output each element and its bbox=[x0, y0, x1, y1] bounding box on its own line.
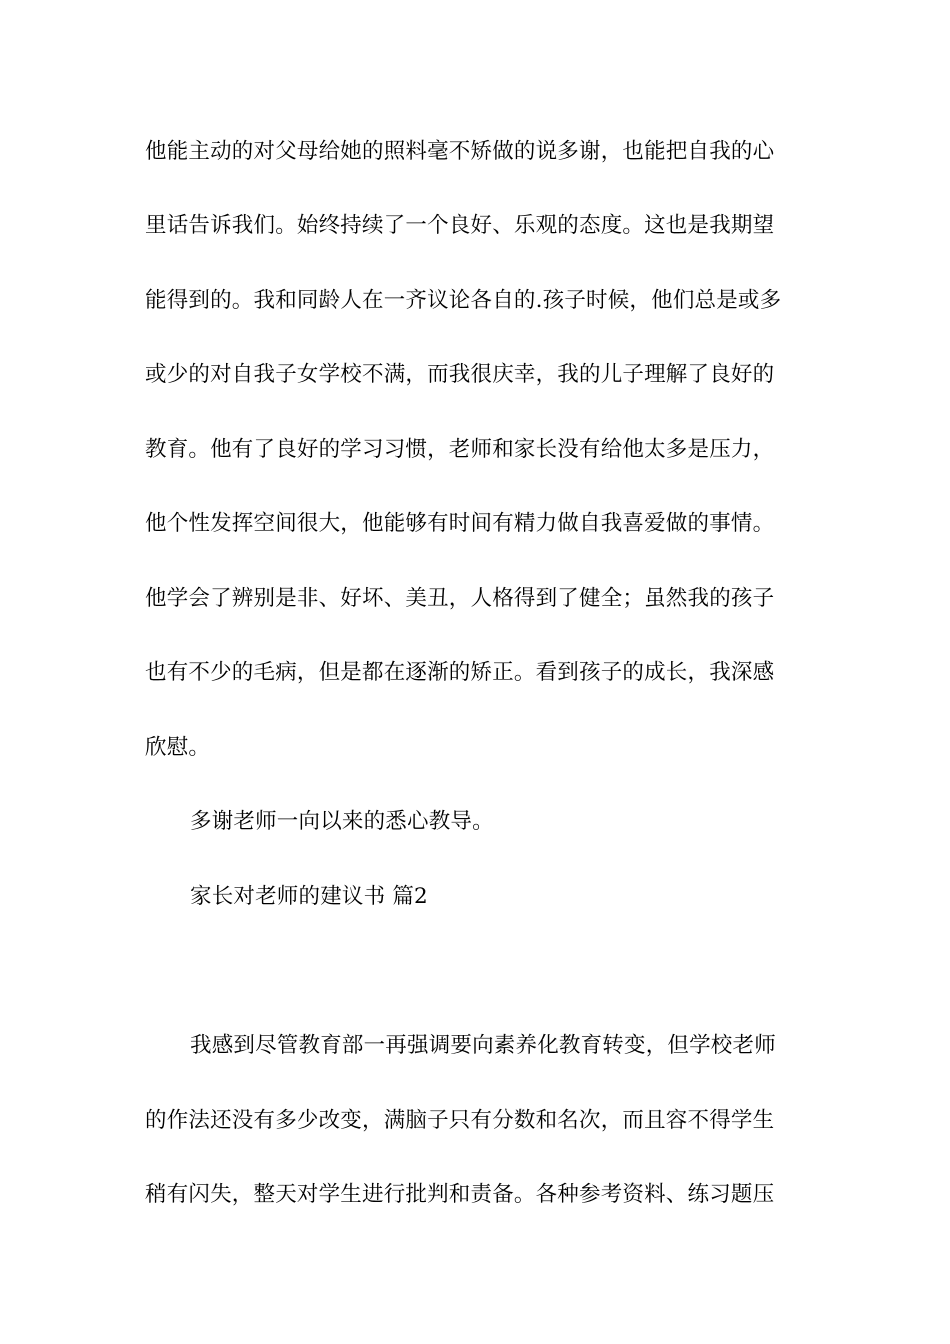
paragraph-line: 也有不少的毛病，但是都在逐渐的矫正。看到孩子的成长，我深感 bbox=[145, 660, 775, 685]
paragraph-line: 稍有闪失，整天对学生进行批判和责备。各种参考资料、练习题压 bbox=[145, 1182, 775, 1207]
paragraph-line: 能得到的。我和同龄人在一齐议论各自的.孩子时候，他们总是或多 bbox=[145, 288, 782, 313]
paragraph-line: 或少的对自我子女学校不满，而我很庆幸，我的儿子理解了良好的 bbox=[145, 362, 775, 387]
paragraph-line: 我感到尽管教育部一再强调要向素养化教育转变，但学校老师 bbox=[190, 1033, 776, 1058]
paragraph-line: 里话告诉我们。始终持续了一个良好、乐观的态度。这也是我期望 bbox=[145, 213, 775, 238]
paragraph-line: 欣慰。 bbox=[145, 735, 211, 760]
section-heading: 家长对老师的建议书 篇2 bbox=[190, 884, 428, 909]
paragraph-line: 教育。他有了良好的学习习惯，老师和家长没有给他太多是压力， bbox=[145, 437, 775, 462]
paragraph-line: 他学会了辨别是非、好坏、美丑，人格得到了健全；虽然我的孩子 bbox=[145, 586, 775, 611]
paragraph-line: 他能主动的对父母给她的照料毫不矫做的说多谢，也能把自我的心 bbox=[145, 139, 775, 164]
paragraph-line: 他个性发挥空间很大，他能够有时间有精力做自我喜爱做的事情。 bbox=[145, 511, 775, 536]
thanks-line: 多谢老师一向以来的悉心教导。 bbox=[190, 809, 494, 834]
paragraph-line: 的作法还没有多少改变，满脑子只有分数和名次，而且容不得学生 bbox=[145, 1108, 775, 1133]
